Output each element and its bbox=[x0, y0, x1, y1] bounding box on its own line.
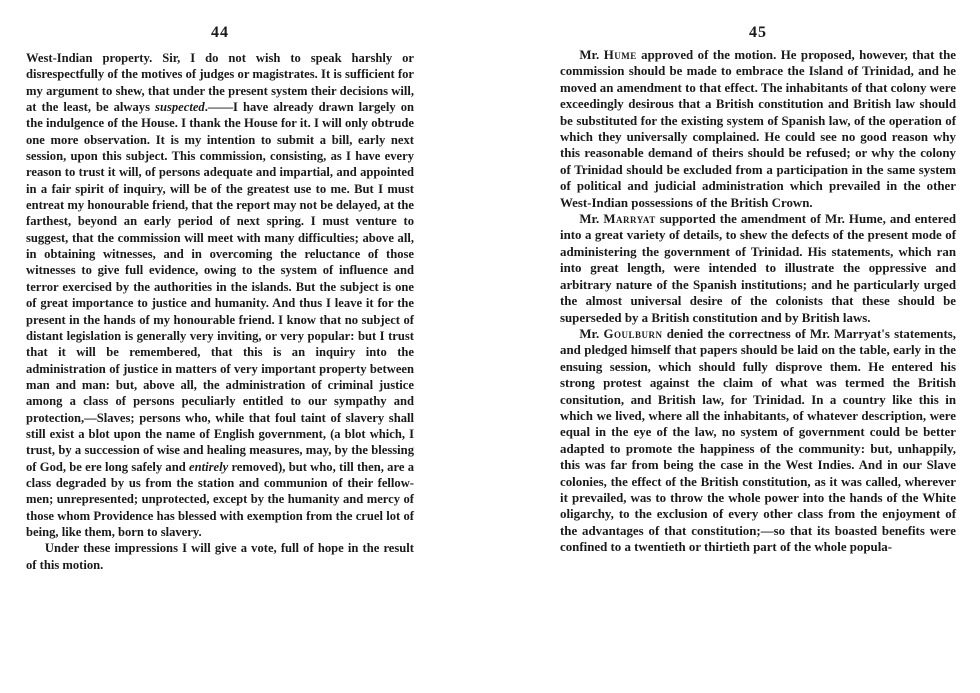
text-run: Under these impressions I will give a vote, full of hope in the result of this motion. bbox=[26, 541, 414, 572]
paragraph bbox=[26, 540, 414, 573]
text-run: approved of the motion. He proposed, however, that the commission should be made to embrace the Island of Trinidad, and he moved an amendment to that effect. The inhabitants of that colony were exceedingly desirous that a British constitution and British law should be substituted for the existing system of Spanish law, of the operation of which they universally complained. He could see no good reason why this reasonable demand of theirs should be refused; or why the colony of Trinidad should be excluded from a participation in the same system of political and judicial administration which prevailed in the other West-Indian possessions of the British Crown. bbox=[560, 48, 956, 210]
paragraph bbox=[26, 50, 414, 540]
speaker-name: Hume bbox=[603, 48, 637, 62]
italic-text: suspected bbox=[155, 100, 205, 115]
text-run: Mr. bbox=[579, 212, 604, 227]
page-number-right: 45 bbox=[749, 24, 767, 41]
text-run: Mr. bbox=[579, 48, 604, 62]
speaker-name: Marryat bbox=[603, 212, 656, 227]
text-run: denied the correctness of Mr. Marryat's statements, and pledged himself that papers should be laid on the table, early in the ensuing session, which should fully disprove them. He entered his strong protest against the claim of what was termed the British consitution, and British law, for Trinidad. In a country like this in which we lived, where all the inhabitants, of whatever description, were equal in the eye of the law, no system of government could be better adapted to promote the happiness of the community: but, unhappily, this was far from being the case in the West Indies. And in our Slave colonies, the effect of the British constitution, as it was called, wherever it prevailed, was to throw the whole power into the hands of the White oligarchy, to the exclusion of every other class from the enjoyment of the advantages of that constitution;—so that its boasted benefits were confined to a twentieth or thirtieth part of the whole popula- bbox=[560, 326, 956, 555]
speaker-name: Goulburn bbox=[603, 326, 663, 341]
paragraph bbox=[560, 326, 956, 556]
paragraph bbox=[560, 211, 956, 326]
text-run: supported the amendment of Mr. Hume, and entered into a great variety of details, to shew the defects of the present mode of administering the government of Trinidad. His statements, which ran into great length, were intended to illustrate the oppressive and arbitrary nature of the Spanish institutions; and he particularly urged the almost universal desire of the colonists that these should be superseded by a British constitution and by British laws. bbox=[560, 212, 956, 325]
right-page bbox=[560, 0, 956, 693]
page-number-left: 44 bbox=[211, 24, 229, 41]
left-page-text bbox=[26, 50, 414, 573]
left-page bbox=[26, 0, 414, 693]
text-run: .——I have already drawn largely on the indulgence of the House. I thank the House for it. I will only obtrude one more observation. It is my intention to submit a bill, early next session, upon this subject. This commission, consisting, as I have every reason to trust it will, of persons adequate and impartial, and appointed in a fair spirit of inquiry, will be of the greatest use to me. But I must entreat my honourable friend, that the report may not be delayed, at the farthest, beyond an early period of next spring. I must venture to suggest, that the commission will meet with many difficulties; above all, in obtaining witnesses, and in overcoming the reluctance of those witnesses to give full evidence, owing to the system of influence and terror exercised by the authorities in the islands. But the subject is one of great importance to justice and humanity. And thus I leave it for the present in the hands of my honourable friend. I know that no subject of distant legislation is generally very inviting, or very popular: but I trust that it will be remembered, that this is an inquiry into the administration of justice in matters of very important property between man and man: but, above all, the administration of criminal justice among a class of persons peculiarly entitled to our sympathy and protection,—Slaves; persons who, while that foul taint of slavery shall still exist a blot upon the name of English government, (a blot which, I trust, by a succession of wise and healing measures, may, by the blessing of God, be ere long safely and bbox=[26, 100, 414, 474]
text-run: removed), but who, till then, are a class degraded by us from the station and communion of their fellow-men; unrepresented; unprotected, except by the humanity and mercy of those whom Providence has blessed with exemption from the cruel lot of being, like them, born to slavery. bbox=[26, 459, 415, 539]
paragraph bbox=[560, 47, 956, 211]
text-run: Mr. bbox=[579, 326, 604, 341]
italic-text: entirely bbox=[189, 459, 229, 474]
right-page-text bbox=[560, 47, 956, 556]
text-run: West-Indian property. Sir, I do not wish to speak harshly or disrespectfully of the motives of judges or magistrates. It is sufficient for my argument to shew, that under the present system their decisions will, at the least, be always bbox=[26, 51, 414, 115]
